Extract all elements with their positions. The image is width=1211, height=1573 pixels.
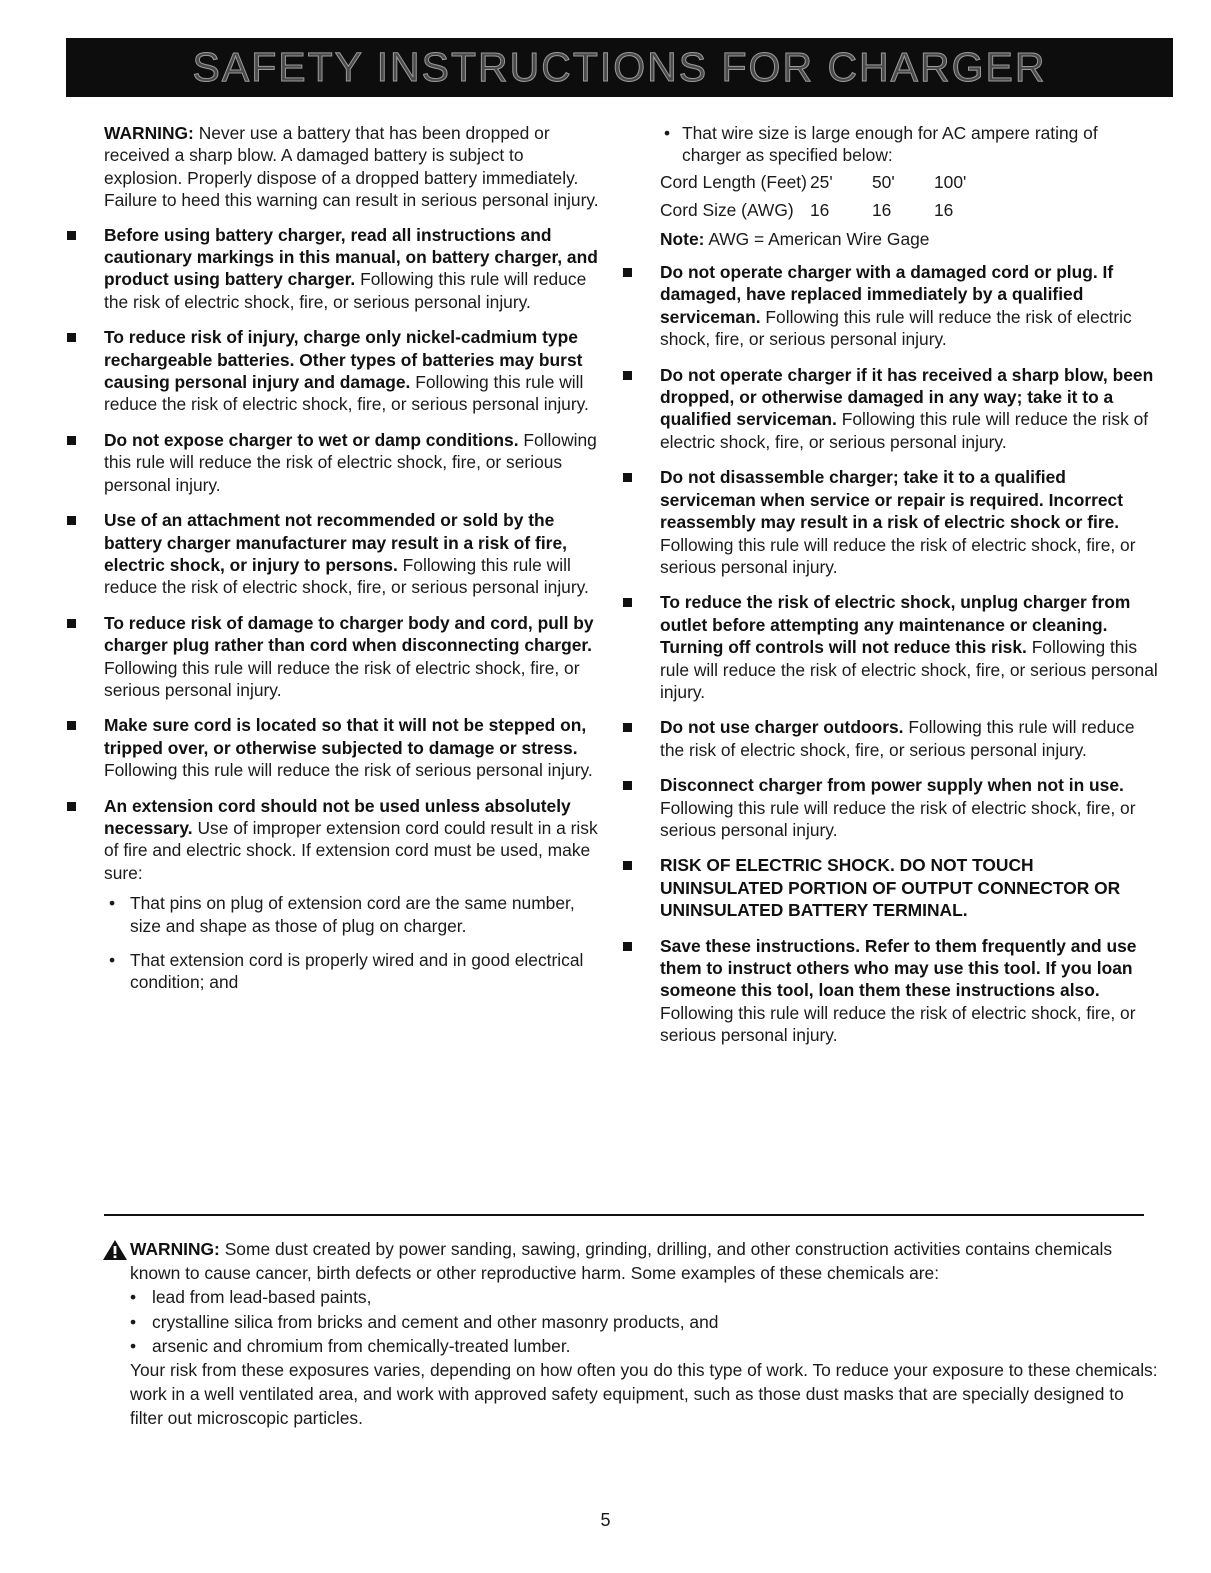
square-bullet-icon xyxy=(623,268,632,277)
table-cell: 16 xyxy=(934,200,954,221)
square-bullet-icon xyxy=(67,802,76,811)
list-item xyxy=(104,224,604,314)
table-cell: 16 xyxy=(810,200,830,221)
list-item xyxy=(104,429,604,496)
item-heading: An extension cord should not be used unless absolutely necessary. xyxy=(104,795,571,838)
item-text: Following this rule will reduce the risk of electric shock, fire, or serious personal injury. xyxy=(660,637,1158,702)
item-heading: Do not operate charger if it has received a sharp blow, been dropped, or otherwise damaged in any way; take it to a qualified serviceman. xyxy=(660,364,1154,430)
item-text: Following this rule will reduce the risk of electric shock, fire, or serious personal injury. xyxy=(660,306,1132,350)
cord-size-table xyxy=(660,171,1158,222)
warning-text: Never use a battery that has been dropped or received a sharp blow. A damaged battery is subject to explosion. Properly dispose of a dropped battery immediately. Failure to heed this warning can result in serious personal injury. xyxy=(104,123,599,211)
chemical-list-item xyxy=(130,1285,1160,1309)
square-bullet-icon xyxy=(67,516,76,525)
item-heading: Use of an attachment not recommended or sold by the battery charger manufacturer may result in a risk of fire, electric shock, or injury to persons. xyxy=(104,510,567,575)
square-bullet-icon xyxy=(623,781,632,790)
table-cell: 16 xyxy=(872,200,892,221)
item-text: Following this rule will reduce the risk of electric shock, fire, or serious personal injury. xyxy=(660,409,1149,452)
page-title: SAFETY INSTRUCTIONS FOR CHARGER xyxy=(192,44,1047,90)
sub-item-text: That extension cord is properly wired and in good electrical condition; and xyxy=(130,950,584,993)
square-bullet-icon xyxy=(623,861,632,870)
section-divider xyxy=(104,1214,1144,1216)
list-item xyxy=(660,591,1158,703)
list-item xyxy=(660,261,1158,351)
bullet-dot-icon: • xyxy=(109,950,116,970)
item-text: Following this rule will reduce the risk of electric shock, fire, or serious personal injury. xyxy=(104,657,580,700)
cord-size-row xyxy=(660,199,1158,221)
list-item xyxy=(104,795,604,994)
bullet-dot-icon: • xyxy=(130,1287,137,1308)
row-label: Cord Length (Feet) xyxy=(660,171,807,192)
sub-list-item xyxy=(104,892,604,937)
warning-text: Some dust created by power sanding, sawing, grinding, drilling, and other construction activities contains chemicals known to cause cancer, birth defects or other reproductive harm. Some examples of these chemicals are: xyxy=(130,1239,1113,1284)
awg-note xyxy=(660,228,1158,250)
bullet-dot-icon: • xyxy=(130,1311,137,1332)
dust-warning-paragraph xyxy=(130,1237,1160,1285)
warning-triangle-icon xyxy=(102,1239,128,1267)
item-heading: Do not disassemble charger; take it to a qualified serviceman when service or repair is required. Incorrect reassembly may result in a risk of electric shock or fire. xyxy=(660,467,1124,533)
warning-label: WARNING: xyxy=(104,123,194,143)
exposure-advice: Your risk from these exposures varies, depending on how often you do this type of work. To reduce your exposure to these chemicals: work in a well ventilated area, and work with approved safety equipment, such as those dust masks that are specially designed to filter out microscopic particles. xyxy=(130,1360,1158,1429)
bullet-dot-icon: • xyxy=(130,1335,137,1356)
sub-list-item xyxy=(104,949,604,994)
item-heading: Before using battery charger, read all instructions and cautionary markings in this manual, on battery charger, and product using battery charger. xyxy=(104,224,598,290)
list-item xyxy=(104,509,604,599)
sub-item-text: That wire size is large enough for AC ampere rating of charger as specified below: xyxy=(682,123,1098,166)
intro-warning xyxy=(104,122,604,212)
note-label: Note: xyxy=(660,228,705,249)
table-cell: 50' xyxy=(872,171,895,192)
square-bullet-icon xyxy=(67,436,76,445)
item-heading: To reduce risk of damage to charger body and cord, pull by charger plug rather than cord when disconnecting charger. xyxy=(104,612,594,656)
item-heading: Make sure cord is located so that it will not be stepped on, tripped over, or otherwise subjected to damage or stress. xyxy=(104,715,587,758)
extension-cord-checklist xyxy=(104,892,604,994)
list-item xyxy=(660,466,1158,578)
bullet-dot-icon: • xyxy=(109,893,116,914)
square-bullet-icon xyxy=(623,942,632,951)
item-text: Following this rule will reduce the risk of electric shock, fire, or serious personal injury. xyxy=(660,1002,1136,1046)
square-bullet-icon xyxy=(623,371,632,380)
square-bullet-icon xyxy=(67,333,76,342)
square-bullet-icon xyxy=(67,619,76,628)
left-column xyxy=(104,122,604,1007)
item-heading: Do not operate charger with a damaged cord or plug. If damaged, have replaced immediately by a qualified serviceman. xyxy=(660,262,1114,327)
list-item xyxy=(660,854,1158,921)
item-text: Following this rule will reduce the risk of serious personal injury. xyxy=(104,760,593,781)
item-text: Following this rule will reduce the risk of electric shock, fire, or serious personal injury. xyxy=(104,554,589,598)
item-text: Following this rule will reduce the risk of electric shock, fire, or serious personal injury. xyxy=(660,534,1136,577)
item-heading: To reduce the risk of electric shock, unplug charger from outlet before attempting any maintenance or cleaning. Turning off controls will not reduce this risk. xyxy=(660,592,1131,658)
table-cell: 100' xyxy=(934,171,967,192)
item-text: Following this rule will reduce the risk of electric shock, fire, or serious personal injury. xyxy=(104,429,597,495)
square-bullet-icon xyxy=(67,231,76,240)
sub-list-item xyxy=(660,122,1158,167)
dust-warning-block xyxy=(130,1237,1160,1431)
warning-label: WARNING: xyxy=(130,1239,220,1259)
list-item xyxy=(660,935,1158,1047)
title-banner xyxy=(66,38,1173,97)
list-item xyxy=(660,716,1158,761)
square-bullet-icon xyxy=(623,598,632,607)
square-bullet-icon xyxy=(67,721,76,730)
chemical-list-item xyxy=(130,1310,1160,1334)
list-item xyxy=(104,326,604,416)
item-text: Following this rule will reduce the risk of electric shock, fire, or serious personal injury. xyxy=(660,717,1135,760)
page-number: 5 xyxy=(600,1510,611,1530)
chemical-text: lead from lead-based paints, xyxy=(152,1287,372,1308)
row-label: Cord Size (AWG) xyxy=(660,200,794,221)
list-item xyxy=(104,714,604,781)
right-column xyxy=(660,122,1158,1060)
item-heading: Save these instructions. Refer to them frequently and use them to instruct others who may use this tool. If you loan someone this tool, loan them these instructions also. xyxy=(660,935,1137,1001)
list-item xyxy=(660,774,1158,841)
item-heading: Disconnect charger from power supply when not in use. xyxy=(660,775,1124,796)
cord-length-row xyxy=(660,171,1158,193)
bullet-dot-icon: • xyxy=(664,123,671,143)
square-bullet-icon xyxy=(623,473,632,482)
item-text: Following this rule will reduce the risk of electric shock, fire, or serious personal injury. xyxy=(104,372,589,415)
item-text: Following this rule will reduce the risk of electric shock, fire, or serious personal injury. xyxy=(104,269,587,312)
note-text: AWG = American Wire Gage xyxy=(708,228,930,249)
chemical-text: crystalline silica from bricks and cement and other masonry products, and xyxy=(152,1311,719,1332)
table-cell: 25' xyxy=(810,171,833,192)
chemical-list-item xyxy=(130,1334,1160,1358)
sub-item-text: That pins on plug of extension cord are the same number, size and shape as those of plug on charger. xyxy=(130,893,575,936)
item-heading: RISK OF ELECTRIC SHOCK. DO NOT TOUCH UNINSULATED PORTION OF OUTPUT CONNECTOR OR UNINSULATED BATTERY TERMINAL. xyxy=(660,855,1121,921)
item-text: Use of improper extension cord could result in a risk of fire and electric shock. If extension cord must be used, make sure: xyxy=(104,817,598,883)
item-heading: To reduce risk of injury, charge only nickel-cadmium type rechargeable batteries. Other types of batteries may burst causing personal injury and damage. xyxy=(104,327,583,393)
item-heading: Do not expose charger to wet or damp conditions. xyxy=(104,429,519,450)
list-item xyxy=(660,364,1158,454)
square-bullet-icon xyxy=(623,723,632,732)
chemical-text: arsenic and chromium from chemically-treated lumber. xyxy=(152,1335,571,1356)
list-item xyxy=(104,612,604,702)
item-heading: Do not use charger outdoors. xyxy=(660,717,904,738)
item-text: Following this rule will reduce the risk of electric shock, fire, or serious personal injury. xyxy=(660,797,1136,840)
